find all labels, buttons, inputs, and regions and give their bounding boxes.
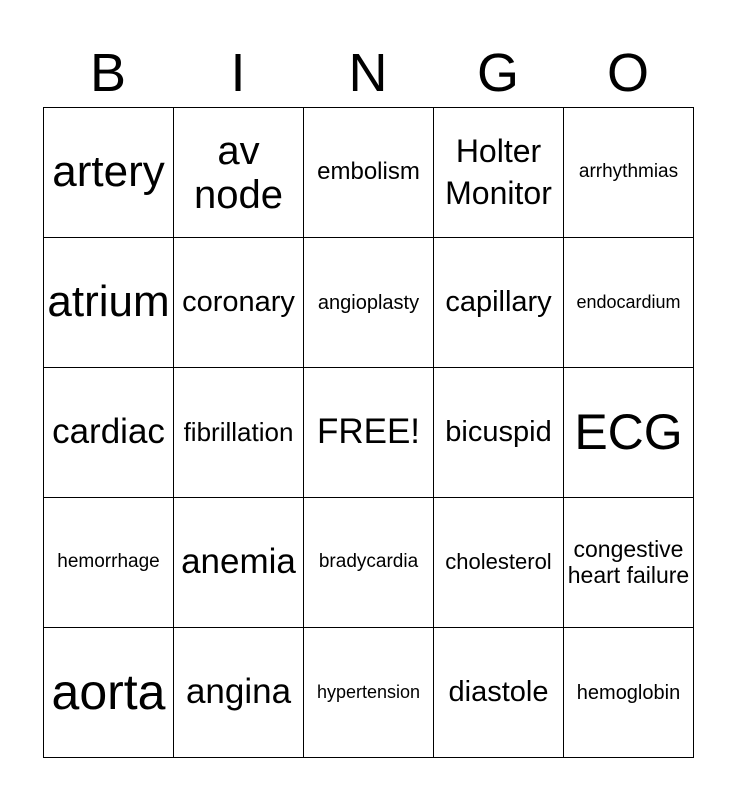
bingo-cell[interactable] <box>174 628 304 758</box>
header-letter-i: I <box>230 43 246 103</box>
cell-text: hemorrhage <box>57 551 160 573</box>
cell-text: bicuspid <box>445 415 552 448</box>
cell-text: arrhythmias <box>578 161 679 183</box>
cell-text: fibrillation <box>183 417 294 448</box>
bingo-cell[interactable] <box>564 628 694 758</box>
cell-text: aorta <box>51 664 166 720</box>
bingo-cell[interactable] <box>44 238 174 368</box>
bingo-cell[interactable] <box>304 238 434 368</box>
cell-text: bradycardia <box>318 551 419 573</box>
bingo-board <box>43 107 694 758</box>
cell-text: artery <box>52 147 165 197</box>
bingo-cell[interactable] <box>44 368 174 498</box>
cell-text: embolism <box>317 158 420 186</box>
cell-text: diastole <box>448 675 549 708</box>
bingo-cell[interactable] <box>174 108 304 238</box>
header-letter-n: N <box>348 43 388 103</box>
header-letter-g: G <box>476 43 519 103</box>
header-letter-b: B <box>89 43 127 103</box>
bingo-cell[interactable] <box>564 368 694 498</box>
bingo-cell[interactable] <box>434 498 564 628</box>
cell-text: angioplasty <box>317 291 420 314</box>
bingo-cell[interactable] <box>174 368 304 498</box>
bingo-cell[interactable] <box>44 498 174 628</box>
free-space-cell[interactable] <box>304 368 434 498</box>
cell-text: angina <box>185 672 292 712</box>
cell-text: Holter Monitor <box>445 132 552 211</box>
bingo-cell[interactable] <box>44 108 174 238</box>
cell-text: ECG <box>574 404 683 460</box>
cell-text: anemia <box>181 542 296 582</box>
bingo-cell[interactable] <box>564 108 694 238</box>
header-letter-o: O <box>606 43 649 103</box>
cell-text: capillary <box>445 285 552 318</box>
cell-text: cholesterol <box>445 549 552 575</box>
bingo-cell[interactable] <box>434 238 564 368</box>
bingo-header <box>43 40 693 106</box>
bingo-cell[interactable] <box>174 498 304 628</box>
bingo-cell[interactable] <box>564 238 694 368</box>
cell-text: hemoglobin <box>576 681 681 704</box>
cell-text: endocardium <box>576 291 681 312</box>
cell-text: atrium <box>47 277 170 327</box>
bingo-cell[interactable] <box>44 628 174 758</box>
bingo-cell[interactable] <box>434 108 564 238</box>
cell-text: hypertension <box>316 681 421 702</box>
free-space-text: FREE! <box>316 412 421 452</box>
bingo-cell[interactable] <box>304 498 434 628</box>
bingo-cell[interactable] <box>304 628 434 758</box>
bingo-cell[interactable] <box>434 368 564 498</box>
bingo-cell[interactable] <box>434 628 564 758</box>
bingo-cell[interactable] <box>174 238 304 368</box>
cell-text: cardiac <box>52 412 165 452</box>
bingo-cell[interactable] <box>304 108 434 238</box>
cell-text: congestive heart failure <box>567 536 690 588</box>
bingo-cell[interactable] <box>564 498 694 628</box>
cell-text: av node <box>194 128 283 217</box>
cell-text: coronary <box>182 285 295 318</box>
